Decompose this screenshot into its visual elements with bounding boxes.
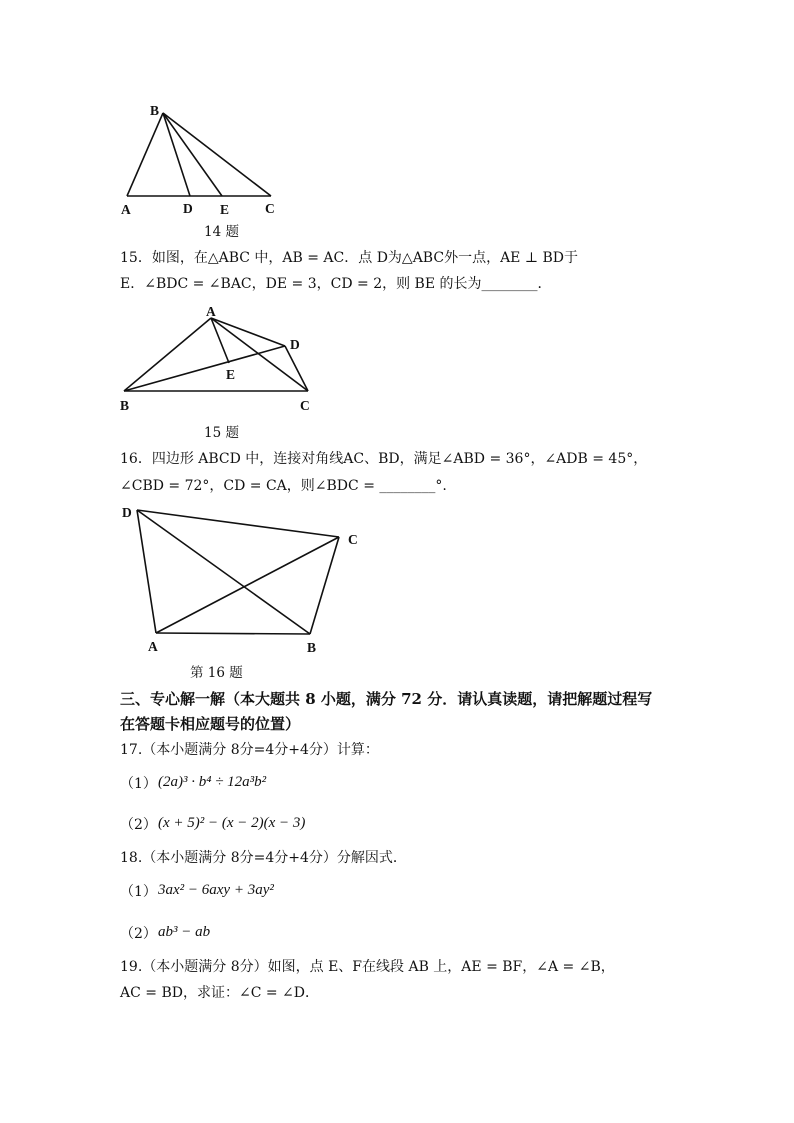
q15-line2: E．∠BDC = ∠BAC，DE = 3，CD = 2，则 BE 的长为________． bbox=[120, 276, 552, 292]
q15-line1: 15．如图，在△ABC 中，AB = AC．点 D为△ABC外一点，AE ⊥ BD于 bbox=[120, 250, 578, 266]
label-d: D bbox=[122, 505, 132, 520]
label-b: B bbox=[120, 398, 130, 413]
q18-part2-expression: ab³ − ab bbox=[158, 924, 211, 940]
segment-db bbox=[137, 510, 310, 634]
caption-16: 第 16 题 bbox=[190, 665, 243, 681]
q16-line1: 16．四边形 ABCD 中，连接对角线AC、BD，满足∠ABD = 36°，∠ADB = 45°， bbox=[120, 451, 648, 467]
segment-ba bbox=[127, 113, 163, 196]
label-d: D bbox=[183, 201, 193, 216]
label-a: A bbox=[206, 304, 216, 319]
segment-ad bbox=[211, 318, 285, 346]
label-b: B bbox=[307, 640, 317, 655]
segment-ab bbox=[124, 318, 211, 391]
q17-title: 17.（本小题满分 8分=4分+4分）计算： bbox=[120, 742, 379, 758]
q18-part1-number: （1） bbox=[120, 884, 157, 900]
label-b: B bbox=[150, 103, 160, 118]
segment-ac bbox=[156, 537, 339, 633]
q19-line2: AC = BD，求证：∠C = ∠D． bbox=[120, 985, 319, 1001]
label-d: D bbox=[290, 337, 300, 352]
figure-16 bbox=[110, 500, 370, 660]
segment-be bbox=[163, 113, 222, 196]
segment-bd bbox=[163, 113, 190, 196]
q17-part1-number: （1） bbox=[120, 776, 157, 792]
label-a: A bbox=[121, 202, 131, 217]
figure-14 bbox=[110, 98, 310, 223]
caption-15: 15 题 bbox=[204, 425, 239, 441]
label-e: E bbox=[220, 202, 230, 217]
q16-line2: ∠CBD = 72°，CD = CA，则∠BDC = ________°. bbox=[120, 478, 447, 494]
figure-15 bbox=[110, 300, 330, 418]
q18-title: 18.（本小题满分 8分=4分+4分）分解因式． bbox=[120, 850, 407, 866]
q17-part1-expression: (2a)³ · b⁴ ÷ 12a³b² bbox=[158, 774, 267, 790]
q18-part2-number: （2） bbox=[120, 926, 157, 942]
segment-bc bbox=[163, 113, 271, 196]
q17-part2-number: （2） bbox=[120, 817, 157, 833]
label-c: C bbox=[265, 201, 275, 216]
q18-part1-expression: 3ax² − 6axy + 3ay² bbox=[158, 882, 274, 898]
segment-dc bbox=[285, 346, 308, 391]
section-3-heading-line1: 三、专心解一解（本大题共 8 小题，满分 72 分．请认真读题，请把解题过程写 bbox=[120, 690, 653, 708]
q17-part2-expression: (x + 5)² − (x − 2)(x − 3) bbox=[158, 815, 306, 831]
segment-ab bbox=[156, 633, 310, 634]
label-c: C bbox=[348, 532, 358, 547]
segment-da bbox=[137, 510, 156, 633]
caption-14: 14 题 bbox=[204, 224, 239, 240]
label-a: A bbox=[148, 639, 158, 654]
section-3-heading-line2: 在答题卡相应题号的位置） bbox=[120, 715, 301, 733]
segment-dc bbox=[137, 510, 339, 537]
label-c: C bbox=[300, 398, 310, 413]
q19-line1: 19.（本小题满分 8分）如图，点 E、F在线段 AB 上，AE = BF，∠A = ∠B， bbox=[120, 959, 615, 975]
label-e: E bbox=[226, 367, 236, 382]
segment-cb bbox=[310, 537, 339, 634]
segment-bd bbox=[124, 346, 285, 391]
